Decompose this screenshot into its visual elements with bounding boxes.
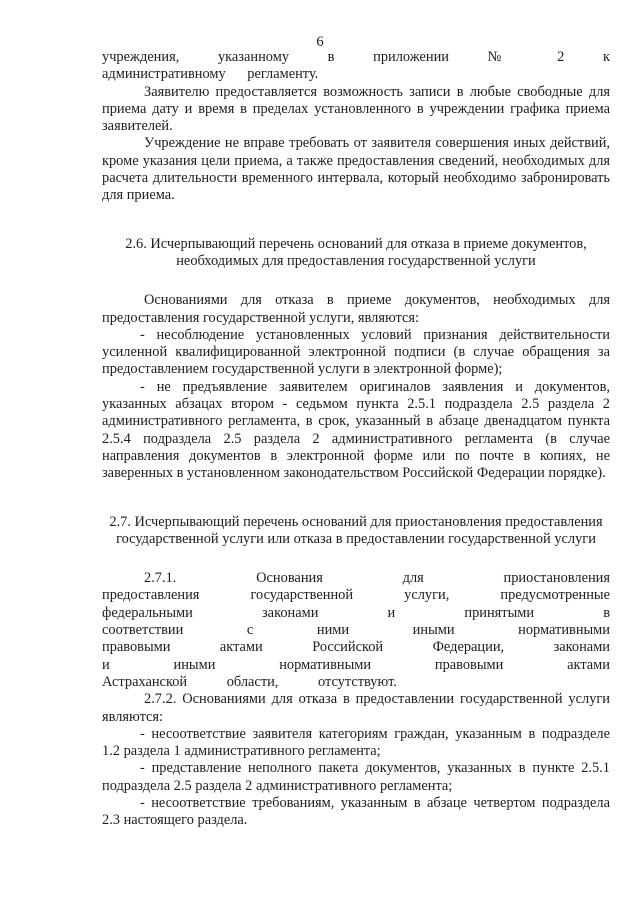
list-item: - несоответствие требованиям, указанным в абзаце четвертом подраздела 2.3 настоящего раздела.	[102, 794, 610, 829]
section-heading-2-6: 2.6. Исчерпывающий перечень оснований для отказа в приеме документов, необходимых для предоставления государственной услуги	[125, 235, 587, 269]
paragraph: 2.7.2. Основаниями для отказа в предоставлении государственной услуги являются:	[102, 691, 610, 725]
paragraph: Заявителю предоставляется возможность записи в любые свободные для приема дату и время в пределах установленного в учреждении графика приема заявителей.	[102, 83, 610, 135]
section-heading-2-7: 2.7. Исчерпывающий перечень оснований для приостановления предоставления государственной услуги или отказа в предоставлении государственной услуги	[109, 513, 603, 547]
list-item: - несоблюдение установленных условий признания действительности усиленной квалифицированной электронной подписи (в случае обращения за предоставлением государственной услуги в электронной форме);	[102, 326, 610, 378]
paragraph: 2.7.1. Основания для приостановления предоставления государственной услуги, предусмотренные федеральными законами и принятыми в соответствии с ними иными нормативными правовыми актами Российской Федерации, законами и иными нормативными правовыми актами Астраханской области, отсутствуют.	[102, 570, 610, 690]
document-body	[102, 49, 610, 830]
list-item: - не предъявление заявителем оригиналов заявления и документов, указанных абзацах втором - седьмом пункта 2.5.1 подраздела 2.5 раздела 2 административного регламента, в срок, указанный в абзаце двенадцатом пункта 2.5.4 подраздела 2.5 раздела 2 административного регламента (в случае направления документов в электронной форме или по почте в копиях, не заверенных в установленном законодательством Российской Федерации порядке).	[102, 378, 610, 482]
list-item: - представление неполного пакета документов, указанных в пункте 2.5.1 подраздела 2.5 раздела 2 административного регламента;	[102, 760, 610, 794]
page-number: 6	[316, 34, 324, 50]
paragraph: Учреждение не вправе требовать от заявителя совершения иных действий, кроме указания цели приема, а также предоставления сведений, необходимых для расчета длительности временного интервала, который необходимо забронировать для приема.	[102, 135, 610, 204]
paragraph: учреждения, указанному в приложении № 2 к административному регламенту.	[102, 49, 610, 83]
list-item: - несоответствие заявителя категориям граждан, указанным в подразделе 1.2 раздела 1 административного регламента;	[102, 725, 610, 760]
paragraph: Основаниями для отказа в приеме документов, необходимых для предоставления государственной услуги, являются:	[102, 292, 610, 326]
